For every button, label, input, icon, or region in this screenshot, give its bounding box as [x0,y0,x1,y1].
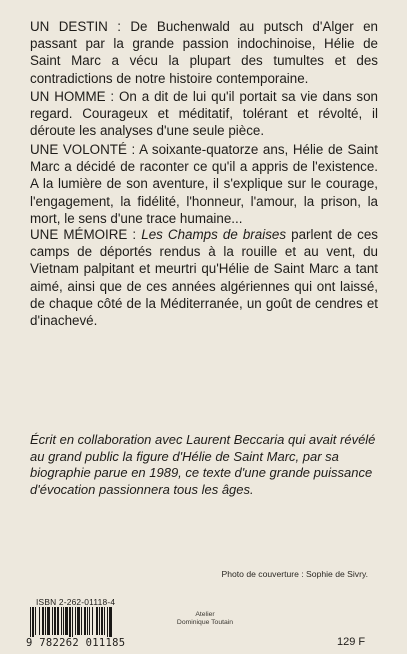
isbn-label: ISBN 2-262-01118-4 [36,597,116,607]
barcode-bar [52,607,53,635]
barcode-bar [45,607,46,635]
barcode-bar [61,607,62,635]
barcode-bar [39,607,40,635]
barcode-bar [101,607,103,635]
barcode-bar [35,607,36,635]
barcode-bar [99,607,100,635]
barcode-bar [69,607,71,639]
barcode-bar [75,607,76,635]
barcode-bar [54,607,56,635]
paragraph-lead: UN HOMME : [30,89,115,104]
collaboration-note: Écrit en collaboration avec Laurent Beccaria qui avait révélé au grand public la figure d'Hélie de Saint Marc, par sa biographie parue en 1989, ce texte d'une grande puissance d'évocation passionnera tous les âges. [30,432,376,497]
paragraph-lead: UNE MÉMOIRE : [30,227,137,242]
paragraph-lead: UN DESTIN : [30,19,121,34]
price: 129 F [337,636,366,648]
barcode-bar [89,607,90,635]
paragraph-lead: UNE VOLONTÉ : [30,142,136,157]
barcode-bar [57,607,59,635]
barcode-bar [63,607,64,635]
barcode-bar [42,607,44,635]
barcode-bar [104,607,105,635]
paragraph-homme [30,88,378,140]
barcode-bar [96,607,98,635]
paragraph-memoire [30,226,378,329]
barcode-bar [109,607,112,639]
barcode-bar [84,607,86,635]
barcode-bar [107,607,108,639]
barcode-bar [72,607,73,639]
paragraph-text: A soixante-quatorze ans, Hélie de Saint Marc a décidé de raconter ce qu'il a appris de l'existence. A la lumière de son aventure, il s'explique sur le courage, l'engagement, la fidélité, l'honneur, l'amour, la prison, la mort, le sens d'une trace humaine... [30,142,378,226]
book-title: Les Champs de braises [141,227,287,242]
barcode-bar [65,607,68,635]
photo-credit: Photo de couverture : Sophie de Sivry. [221,569,368,579]
barcode-bar [77,607,80,635]
paragraph-text: On a dit de lui qu'il portait sa vie dans son regard. Courageux et méditatif, tolérant et révolté, il déroute les analyses d'une seule pièce. [30,89,378,139]
barcode-bar [30,607,31,639]
barcode-bar [81,607,82,635]
barcode-bar [47,607,50,635]
publisher-line-1: Atelier [195,611,215,618]
barcode-number: 9 782262 011185 [26,637,136,649]
barcode-bar [92,607,93,635]
paragraph-text: parlent de ces camps de déportés rendus à la rouille et au vent, du Vietnam palpitant et meurtri qu'Hélie de Saint Marc a tant aimé, ainsi que de ces années algériennes qui ont laissé, de chaque côté de la Méditerranée, un goût de cendres et d'inachevé. [30,227,378,329]
barcode-bar [32,607,34,639]
paragraph-volonte [30,141,378,227]
publisher-line-2: Dominique Toutain [176,619,234,627]
paragraph-text: De Buchenwald au putsch d'Alger en passant par la grande passion indochinoise, Hélie de Saint Marc a vécu la plupart des tumultes et des contradictions de notre histoire contemporaine. [30,19,378,86]
barcode-bar [87,607,88,635]
publisher-imprint [165,611,245,628]
paragraph-destin [30,18,378,87]
barcode-bars [26,607,132,639]
